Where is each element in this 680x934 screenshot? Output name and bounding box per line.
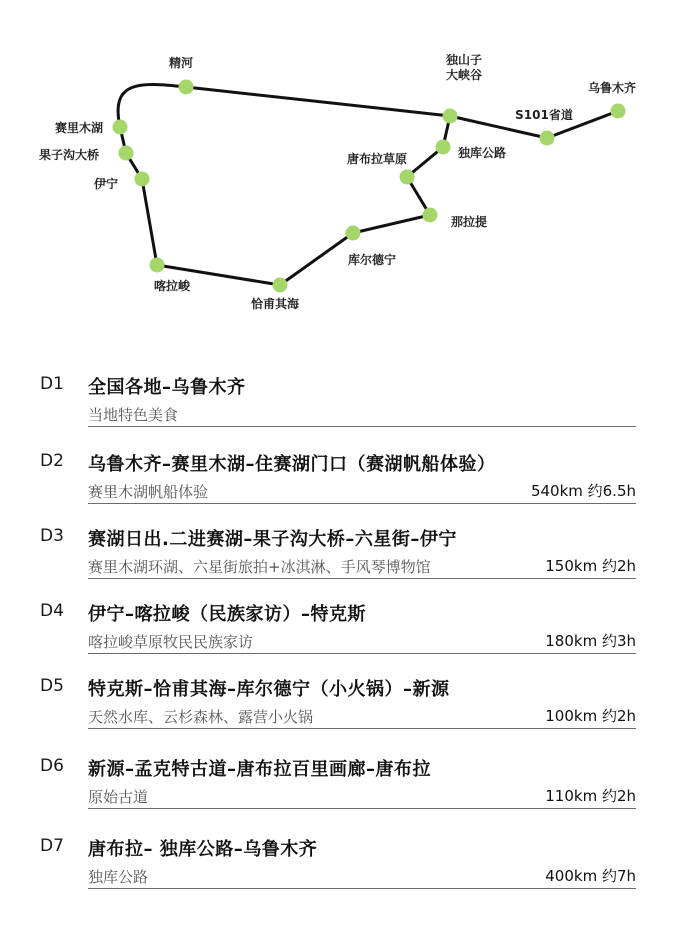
day-highlights: 当地特色美食 — [88, 406, 179, 424]
divider — [88, 808, 636, 809]
day-distance: 150km 约2h — [545, 557, 636, 575]
map-stop — [179, 80, 194, 95]
map-stop-label-line: 赛里木湖 — [54, 121, 104, 135]
day-highlights: 喀拉峻草原牧民民族家访 — [88, 633, 254, 651]
day-distance: 100km 约2h — [545, 707, 636, 725]
map-stop — [423, 208, 438, 223]
day-number: D7 — [40, 836, 64, 856]
divider — [88, 426, 636, 427]
day-distance: 540km 约6.5h — [530, 482, 636, 500]
map-stop — [443, 109, 458, 124]
divider — [88, 728, 636, 729]
day-title: 乌鲁木齐–赛里木湖–住赛湖门口（赛湖帆船体验） — [88, 454, 496, 475]
route-map — [0, 0, 680, 340]
map-stop-label — [94, 176, 118, 191]
day-highlights: 赛里木湖帆船体验 — [88, 483, 209, 501]
map-stop-label-line: 那拉提 — [451, 215, 488, 229]
map-stop-label — [457, 145, 506, 160]
day-row — [0, 451, 680, 511]
map-stop-label-line: 乌鲁木齐 — [587, 81, 637, 95]
divider — [88, 653, 636, 654]
map-stop-label-line: 伊宁 — [93, 177, 119, 191]
map-stop-label-line: 果子沟大桥 — [38, 148, 100, 162]
divider — [88, 503, 636, 504]
map-stop-label — [168, 55, 193, 70]
map-stop — [273, 278, 288, 293]
day-distance: 400km 约7h — [545, 867, 636, 885]
map-stop — [135, 172, 150, 187]
map-stop — [113, 120, 128, 135]
day-highlights: 原始古道 — [88, 788, 149, 806]
map-stop-label — [588, 80, 636, 95]
map-stop — [611, 104, 626, 119]
map-stop-label — [515, 107, 573, 122]
day-title: 赛湖日出.二进赛湖–果子沟大桥–六星街–伊宁 — [88, 529, 457, 550]
day-title: 唐布拉– 独库公路–乌鲁木齐 — [88, 839, 318, 860]
map-stop-label — [451, 214, 487, 229]
day-title: 特克斯–恰甫其海–库尔德宁（小火锅）–新源 — [88, 679, 450, 700]
day-title: 伊宁–喀拉峻（民族家访）–特克斯 — [88, 604, 366, 625]
map-stop-label — [348, 252, 396, 267]
day-highlights: 天然水库、云杉森林、露营小火锅 — [88, 708, 314, 726]
map-stop — [150, 258, 165, 273]
map-stop-label — [154, 278, 191, 293]
map-stop — [540, 131, 555, 146]
map-stop — [400, 170, 415, 185]
day-row — [0, 526, 680, 586]
map-stop — [436, 140, 451, 155]
map-stop-label — [445, 52, 482, 82]
map-stop-label-line: 精河 — [168, 56, 194, 70]
map-stop-label-line: 独库公路 — [458, 146, 507, 160]
day-highlights: 独库公路 — [88, 868, 149, 886]
day-row — [0, 836, 680, 896]
map-stop-label — [39, 147, 99, 162]
day-row — [0, 756, 680, 816]
day-title: 新源–孟克特古道–唐布拉百里画廊–唐布拉 — [88, 759, 431, 780]
divider — [88, 578, 636, 579]
map-stop-label — [55, 120, 103, 135]
day-number: D6 — [40, 756, 64, 776]
day-row — [0, 676, 680, 736]
map-stop — [346, 226, 361, 241]
day-distance: 110km 约2h — [545, 787, 636, 805]
day-number: D5 — [40, 676, 64, 696]
map-stop-label-line: S101省道 — [515, 108, 573, 122]
map-stop-label — [251, 296, 300, 311]
map-stop-label-line: 大峡谷 — [445, 68, 483, 82]
map-stop-label-line: 恰甫其海 — [250, 297, 300, 311]
day-highlights: 赛里木湖环湖、六星街旅拍+冰淇淋、手风琴博物馆 — [88, 558, 431, 576]
day-number: D1 — [40, 374, 64, 394]
map-stop-label — [347, 151, 407, 166]
day-row — [0, 601, 680, 661]
map-stop — [119, 146, 134, 161]
day-number: D3 — [40, 526, 64, 546]
day-distance: 180km 约3h — [545, 632, 636, 650]
day-number: D4 — [40, 601, 64, 621]
map-stop-label-line: 喀拉峻 — [153, 279, 191, 293]
day-row — [0, 374, 680, 434]
day-title: 全国各地–乌鲁木齐 — [88, 377, 246, 398]
map-stop-label-line: 独山子 — [445, 53, 483, 67]
divider — [88, 888, 636, 889]
day-number: D2 — [40, 451, 64, 471]
map-stop-label-line: 库尔德宁 — [347, 253, 397, 267]
map-stop-label-line: 唐布拉草原 — [346, 152, 408, 166]
